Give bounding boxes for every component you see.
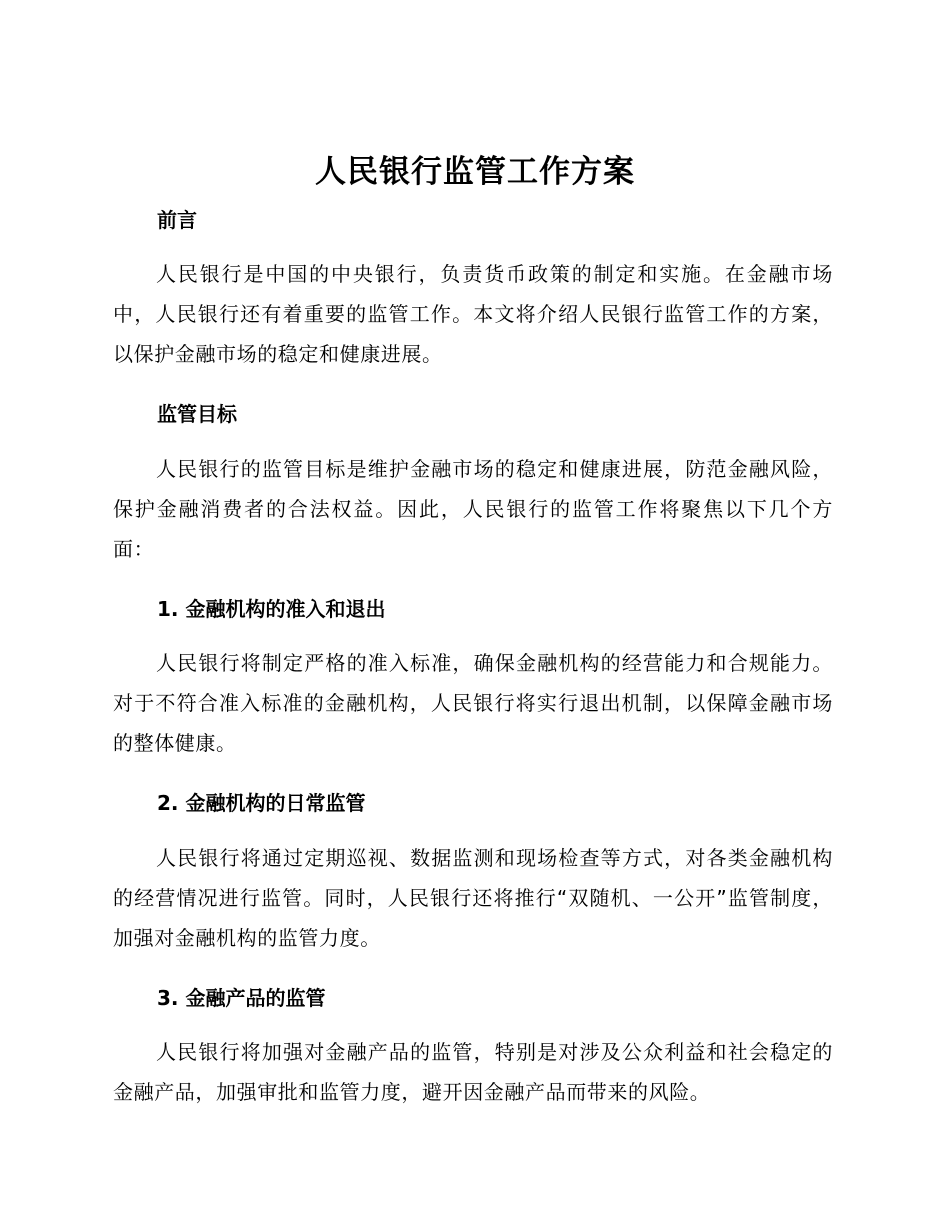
- section-paragraph-product-supervision: 人民银行将加强对金融产品的监管，特别是对涉及公众利益和社会稳定的金融产品，加强审批和监管力度，避开因金融产品而带来的风险。: [113, 1040, 833, 1104]
- section-heading-daily-supervision: 2. 金融机构的日常监管: [157, 791, 366, 815]
- document-title: 人民银行监管工作方案: [315, 154, 635, 190]
- section-heading-product-supervision: 3. 金融产品的监管: [157, 986, 326, 1010]
- section-heading-goals: 监管目标: [157, 402, 237, 426]
- section-paragraph-daily-supervision: 人民银行将通过定期巡视、数据监测和现场检查等方式，对各类金融机构的经营情况进行监管。同时，人民银行还将推行“双随机、一公开”监管制度，加强对金融机构的监管力度。: [113, 846, 833, 950]
- section-paragraph-goals: 人民银行的监管目标是维护金融市场的稳定和健康进展，防范金融风险，保护金融消费者的合法权益。因此，人民银行的监管工作将聚焦以下几个方面：: [113, 457, 833, 561]
- section-paragraph-entry-exit: 人民银行将制定严格的准入标准，确保金融机构的经营能力和合规能力。对于不符合准入标准的金融机构，人民银行将实行退出机制，以保障金融市场的整体健康。: [113, 651, 833, 755]
- section-paragraph-preface: 人民银行是中国的中央银行，负责货币政策的制定和实施。在金融市场中，人民银行还有着重要的监管工作。本文将介绍人民银行监管工作的方案，以保护金融市场的稳定和健康进展。: [113, 262, 833, 366]
- section-heading-preface: 前言: [157, 208, 197, 232]
- section-heading-entry-exit: 1. 金融机构的准入和退出: [157, 597, 386, 621]
